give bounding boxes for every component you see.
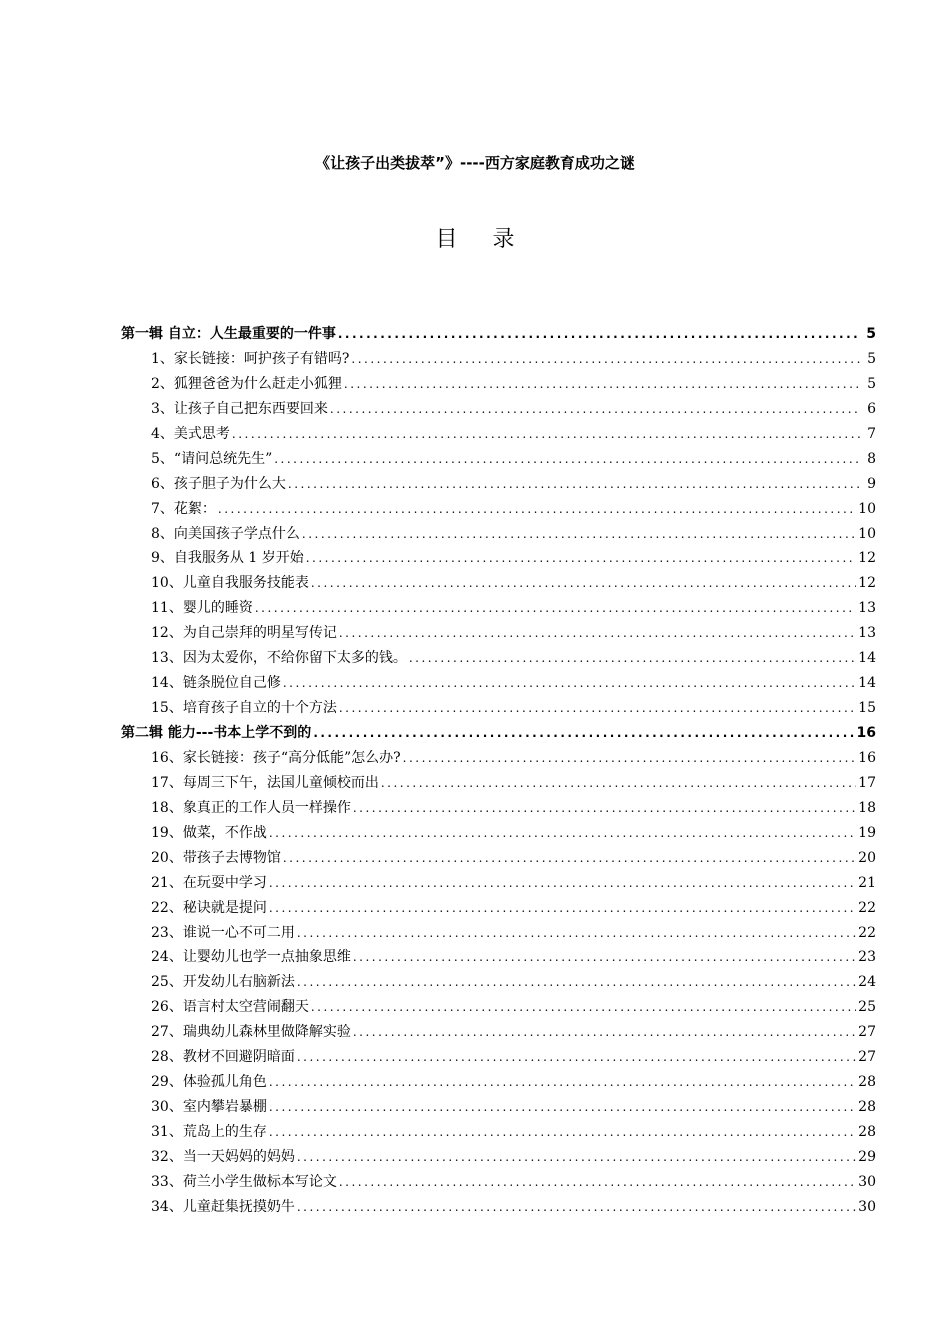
toc-dot-leader [403,746,857,771]
toc-entry[interactable] [121,546,876,571]
toc-entry-title: 15、培育孩子自立的十个方法 [151,700,337,717]
toc-entry-title: 27、瑞典幼儿森林里做降解实验 [151,1024,351,1041]
toc-entry-title: 3、让孩子自己把东西要回来 [151,400,328,417]
toc-dot-leader [353,945,856,970]
toc-dot-leader [330,397,860,422]
toc-page-number: 8 [867,450,876,467]
toc-entry-title: 8、向美国孩子学点什么 [151,525,300,542]
toc-entry-title: 13、因为太爱你，不给你留下太多的钱。 [151,650,407,667]
toc-dot-leader [283,671,856,696]
toc-dot-leader [297,1045,856,1070]
toc-dot-leader [269,1070,856,1095]
toc-entry-title: 19、做菜，不作战 [151,824,267,841]
toc-page-number: 16 [856,725,876,741]
toc-dot-leader [297,970,856,995]
toc-dot-leader [381,771,856,796]
document-title: 《让孩子出类拔萃”》----西方家庭教育成功之谜 [315,154,635,172]
toc-entry[interactable] [121,871,876,896]
toc-dot-leader [269,1095,856,1120]
toc-entry-title: 22、秘诀就是提问 [151,899,267,916]
toc-entry-title: 32、当一天妈妈的妈妈 [151,1148,295,1165]
toc-heading: 目 录 [435,227,529,252]
toc-entry[interactable] [121,621,876,646]
toc-dot-leader [283,846,856,871]
toc-page-number: 12 [858,550,876,567]
toc-page-number: 5 [866,326,876,342]
toc-entry-title: 第一辑 自立：人生最重要的一件事 [121,326,336,342]
toc-dot-leader [255,596,856,621]
toc-dot-leader [344,372,860,397]
toc-dot-leader [232,422,860,447]
toc-dot-leader [302,522,856,547]
toc-entry[interactable] [121,447,876,472]
toc-entry[interactable] [121,921,876,946]
toc-entry[interactable] [121,596,876,621]
toc-entry[interactable] [121,796,876,821]
toc-entry[interactable] [121,1045,876,1070]
toc-page-number: 13 [858,600,876,617]
toc-entry-title: 5、“请问总统先生” [151,450,273,467]
toc-dot-leader [409,646,856,671]
toc-entry[interactable] [121,397,876,422]
toc-page-number: 28 [858,1124,876,1140]
toc-entry-title: 10、儿童自我服务技能表 [151,575,309,592]
toc-dot-leader [313,721,854,746]
toc-page-number: 24 [858,974,876,991]
table-of-contents [121,322,876,1220]
toc-entry[interactable] [121,746,876,771]
toc-entry-title: 9、自我服务从 1 岁开始 [151,550,304,567]
toc-dot-leader [339,1170,856,1195]
toc-entry-title: 12、为自己崇拜的明星写传记 [151,625,337,642]
toc-chapter-entry[interactable] [121,322,876,347]
toc-page-number: 10 [858,500,876,517]
toc-entry-title: 34、儿童赶集抚摸奶牛 [151,1198,295,1215]
toc-dot-leader [218,497,856,522]
toc-entry-title: 30、室内攀岩暴棚 [151,1099,267,1116]
toc-dot-leader [269,1120,856,1145]
toc-entry-title: 6、孩子胆子为什么大 [151,475,286,492]
toc-entry-title: 7、花絮： [151,500,216,517]
toc-page-number: 28 [858,1099,876,1116]
toc-entry-title: 16、家长链接：孩子“高分低能”怎么办? [151,749,401,766]
toc-entry[interactable] [121,945,876,970]
toc-page-number: 19 [858,824,876,841]
toc-dot-leader [297,921,856,946]
toc-dot-leader [338,322,860,347]
toc-entry-title: 20、带孩子去博物馆 [151,849,281,866]
toc-entry-title: 11、婴儿的睡资 [151,600,253,617]
toc-entry[interactable] [121,970,876,995]
toc-dot-leader [269,871,856,896]
toc-page-number: 22 [858,899,876,916]
toc-entry[interactable] [121,1195,876,1220]
toc-page-number: 14 [858,650,876,667]
toc-page-number: 12 [858,575,876,592]
toc-page-number: 27 [858,1049,876,1066]
toc-dot-leader [306,546,856,571]
toc-entry[interactable] [121,696,876,721]
toc-entry-title: 4、美式思考 [151,425,230,442]
toc-page-number: 20 [858,849,876,866]
toc-entry[interactable] [121,1120,876,1145]
toc-entry[interactable] [121,1070,876,1095]
toc-dot-leader [311,571,856,596]
toc-entry[interactable] [121,671,876,696]
toc-page-number: 15 [858,700,876,717]
toc-page-number: 21 [858,874,876,891]
toc-chapter-entry[interactable] [121,721,876,746]
toc-entry-title: 23、谁说一心不可二用 [151,924,295,941]
toc-entry-title: 29、体验孤儿角色 [151,1074,267,1091]
toc-page-number: 18 [858,799,876,816]
toc-dot-leader [339,621,856,646]
toc-entry-title: 第二辑 能力---书本上学不到的 [121,725,312,741]
toc-dot-leader [269,896,856,921]
toc-page-number: 29 [858,1148,876,1165]
toc-dot-leader [297,1145,856,1170]
toc-entry[interactable] [121,372,876,397]
toc-dot-leader [353,796,856,821]
toc-page-number: 28 [858,1074,876,1091]
toc-entry[interactable] [121,571,876,596]
toc-entry-title: 17、每周三下午，法国儿童倾校而出 [151,774,379,791]
toc-page-number: 30 [858,1198,876,1215]
toc-dot-leader [339,696,856,721]
toc-entry-title: 18、象真正的工作人员一样操作 [151,799,351,816]
toc-entry[interactable] [121,771,876,796]
toc-page-number: 30 [858,1173,876,1190]
toc-entry[interactable] [121,522,876,547]
toc-entry[interactable] [121,1170,876,1195]
toc-entry[interactable] [121,646,876,671]
toc-entry[interactable] [121,472,876,497]
toc-entry[interactable] [121,896,876,921]
toc-entry-title: 2、狐狸爸爸为什么赶走小狐狸 [151,375,342,392]
toc-page-number: 5 [867,375,876,392]
toc-entry[interactable] [121,821,876,846]
toc-entry-title: 31、荒岛上的生存 [151,1124,267,1140]
toc-page-number: 7 [867,425,876,442]
toc-entry[interactable] [121,1145,876,1170]
toc-page-number: 16 [858,749,876,766]
toc-page-number: 25 [858,999,876,1016]
toc-page-number: 14 [858,675,876,692]
toc-page-number: 6 [867,400,876,417]
toc-dot-leader [311,995,856,1020]
toc-entry-title: 14、链条脱位自己修 [151,675,281,692]
toc-entry[interactable] [121,497,876,522]
toc-dot-leader [269,821,856,846]
toc-entry-title: 26、语言村太空营闹翻天 [151,999,309,1016]
toc-dot-leader [353,1020,856,1045]
toc-entry-title: 24、让婴幼儿也学一点抽象思维 [151,949,351,966]
toc-dot-leader [351,347,860,372]
toc-dot-leader [274,447,860,472]
toc-entry[interactable] [121,846,876,871]
toc-dot-leader [288,472,860,497]
toc-entry-title: 33、荷兰小学生做标本写论文 [151,1173,337,1190]
toc-entry-title: 28、教材不回避阴暗面 [151,1049,295,1066]
toc-page-number: 9 [867,475,876,492]
toc-entry[interactable] [121,347,876,372]
toc-entry[interactable] [121,422,876,447]
toc-dot-leader [297,1195,856,1220]
toc-entry[interactable] [121,995,876,1020]
toc-entry-title: 21、在玩耍中学习 [151,874,267,891]
toc-entry[interactable] [121,1020,876,1045]
toc-entry-title: 1、家长链接：呵护孩子有错吗? [151,350,350,367]
toc-page-number: 5 [867,350,876,367]
toc-page-number: 22 [858,924,876,941]
toc-page-number: 27 [858,1024,876,1041]
toc-page-number: 17 [858,774,876,791]
toc-page-number: 10 [858,525,876,542]
toc-page-number: 13 [858,625,876,642]
toc-entry-title: 25、开发幼儿右脑新法 [151,974,295,991]
toc-page-number: 23 [858,949,876,966]
toc-entry[interactable] [121,1095,876,1120]
